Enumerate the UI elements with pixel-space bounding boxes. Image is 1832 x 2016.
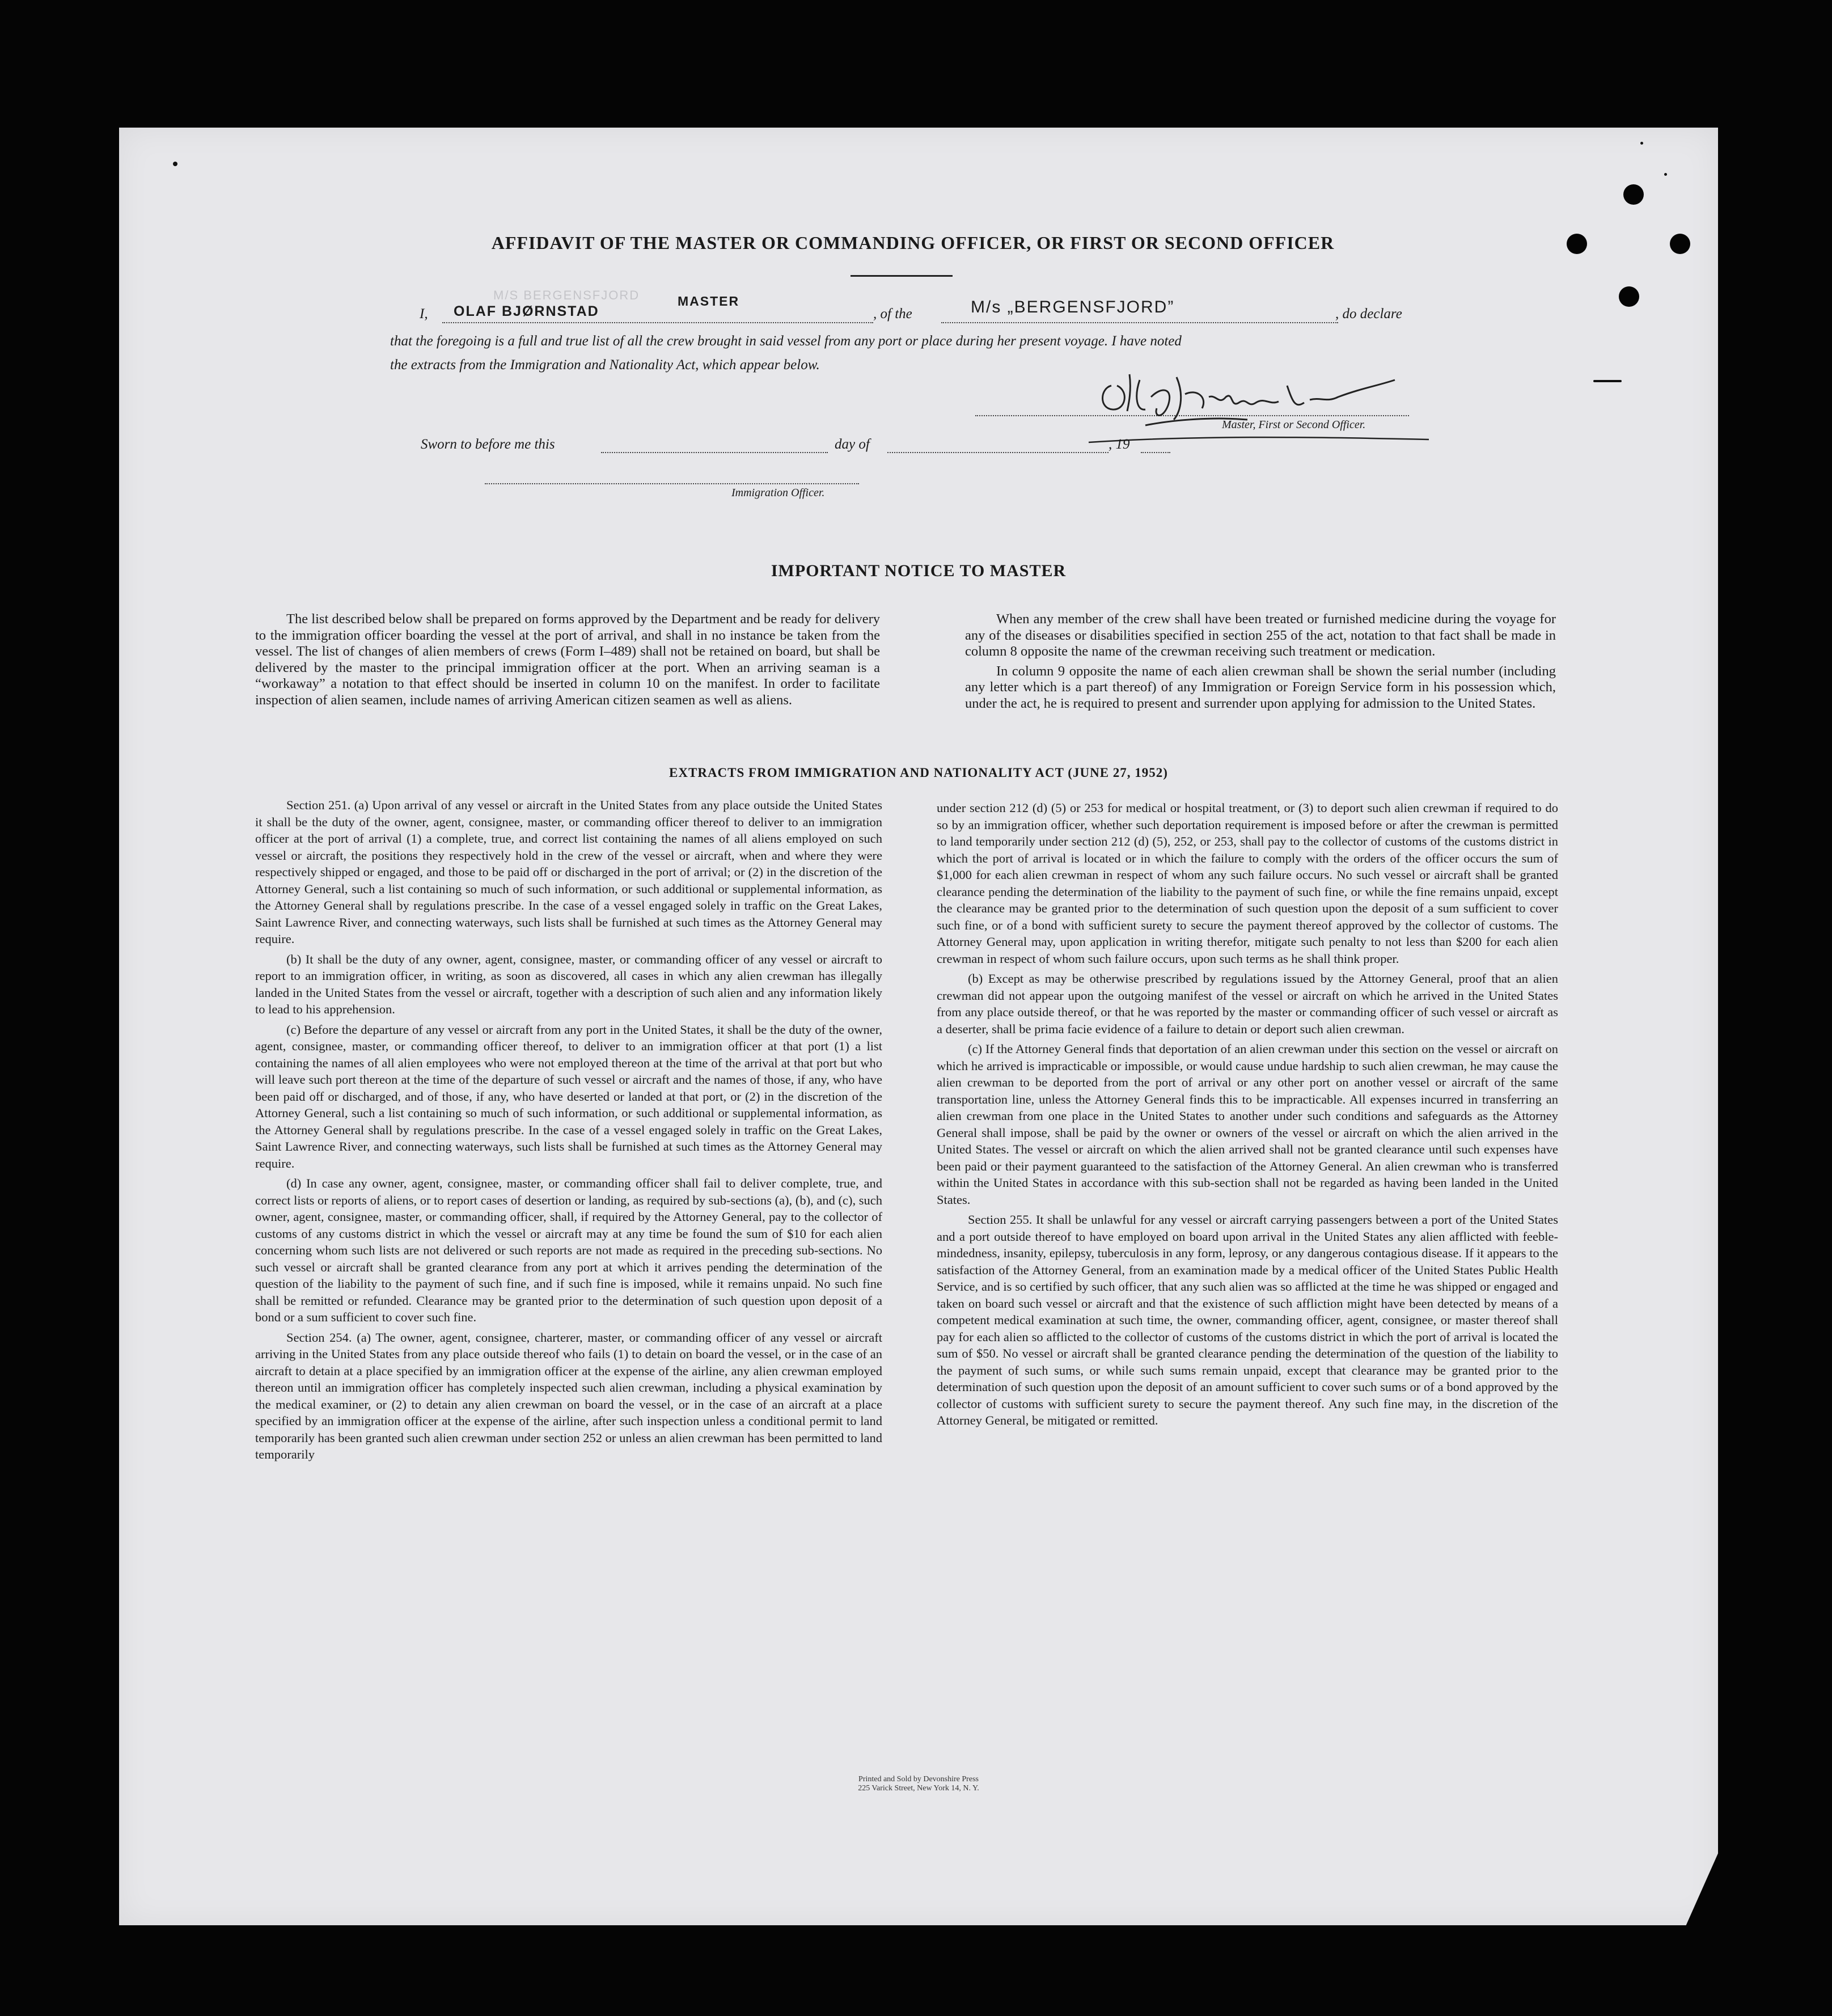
act-paragraph: under section 212 (d) (5) or 253 for medical or hospital treatment, or (3) to deport such alien crewman if required to do so by an immigration officer, whether such deportation requirement is imposed before or after the crewman is permitted to land temporarily under section 212 (d) (5), 252, or 253, shall pay to the collector of customs of the customs district in which the port of arrival is located or in which the failure to comply with the orders of the officer occurs the sum of $1,000 for each alien crewman in respect of whom any such failure occurs. No such vessel or aircraft shall be granted clearance pending the determination of the liability to the payment of such fine, or while the fine remains unpaid, except the clearance may be granted prior to the determination of such question upon the deposit of a sum sufficient to cover such fine, or of a bond with sufficient surety to secure the payment thereof approved by the collector of customs. The Attorney General may, upon application in writing therefor, mitigate such penalty to not less than $200 for each alien crewman in respect of whom such failure occurs, upon such terms as he shall think proper. — [937, 801, 1558, 966]
act-paragraph: (c) If the Attorney General finds that deportation of an alien crewman under this section on the vessel or aircraft on which he arrived is impracticable or impossible, or would cause undue hardship to such alien crewman, he may cause the alien crewman to be deported from the port of arrival or any other port on another vessel or aircraft of the same transportation line, unless the Attorney General finds this to be impracticable. All expenses incurred in transferring an alien crewman from one place in the United States to another under such conditions and safeguards as the Attorney General shall impose, shall be paid by the owner or owners of the vessel or aircraft on which the alien arrived in the United States. The vessel or aircraft on which the alien arrived shall not be granted clearance until such expenses have been paid or their payment guaranteed to the satisfaction of the Attorney General. An alien crewman who is transferred within the United States in accordance with this sub-section shall not be regarded as having been landed in the United States. — [937, 1042, 1558, 1207]
extracts-title: EXTRACTS FROM IMMIGRATION AND NATIONALITY ACT (JUNE 27, 1952) — [669, 766, 1168, 780]
declaration-line-3: the extracts from the Immigration and Nationality Act, which appear below. — [390, 357, 820, 373]
notice-paragraph: In column 9 opposite the name of each alien crewman shall be shown the serial number (including any letter which is a part thereof) of any Immigration or Foreign Service form in his possession which, under the act, he is required to present and surrender upon applying for admission to the United States. — [965, 663, 1556, 711]
signature — [1077, 363, 1440, 448]
extracts-right-column — [937, 800, 1558, 1432]
notice-left-column — [255, 611, 880, 712]
name-line — [442, 322, 873, 323]
notice-paragraph: The list described below shall be prepared on forms approved by the Department and be ready for delivery to the immigration officer boarding the vessel at the port of arrival, and shall in no instance be taken from the vessel. The list of changes of alien members of crews (Form I–489) shall not be retained on board, but shall be delivered by the master to the principal immigration officer at the port. When an arriving seaman is a “workaway” a notation to that effect should be inserted in column 10 on the manifest. In order to facilitate inspection of alien seamen, include names of arriving American citizen seamen as well as aliens. — [255, 611, 880, 708]
notice-paragraph: When any member of the crew shall have been treated or furnished medicine during the voyage for any of the diseases or disabilities specified in section 255 of the act, notation to that fact shall be made in column 8 opposite the name of the crewman receiving such treatment or medication. — [965, 611, 1556, 659]
immigration-officer-line — [485, 483, 859, 484]
affidavit-title: AFFIDAVIT OF THE MASTER OR COMMANDING OFFICER, OR FIRST OR SECOND OFFICER — [491, 233, 1335, 253]
do-declare-label: , do declare — [1335, 306, 1402, 322]
sworn-month-line — [887, 452, 1108, 453]
immigration-officer-caption: Immigration Officer. — [731, 487, 825, 499]
act-paragraph: Section 254. (a) The owner, agent, consignee, charterer, master, or commanding officer of any vessel or aircraft arriving in the United States from any place outside thereof who fails (1) to detain on board the vessel, or in the case of an aircraft to detain at a place specified by an immigration officer at the expense of the airline, any alien crewman employed thereon until an immigration officer has completely inspected such alien crewman, including a physical examination by the medical examiner, or (2) to detain any alien crewman on board the vessel, or in the case of an aircraft at a place specified by an immigration officer at the expense of the airline, after such inspection unless a conditional permit to land temporarily has been granted such alien crewman under section 252 or unless an alien crewman has been permitted to land temporarily — [255, 1330, 882, 1461]
act-paragraph: (b) It shall be the duty of any owner, agent, consignee, master, or commanding officer of any vessel or aircraft to report to an immigration officer, in writing, as soon as discovered, all cases in which any alien crewman has illegally landed in the United States from the vessel or aircraft, together with a description of such alien and any information likely to lead to his apprehension. — [255, 952, 882, 1016]
act-paragraph: (d) In case any owner, agent, consignee, master, or commanding officer shall fail to deliver complete, true, and correct lists or reports of aliens, or to report cases of desertion or landing, as required by sub-sections (a), (b), and (c), such owner, agent, consignee, master, or commanding officer, shall, if required by the Attorney General, pay to the collector of customs of any customs district in which the vessel or aircraft may at any time be found the sum of $10 for each alien concerning whom such lists are not delivered or such reports are not made as required in the preceding sub-sections. No such vessel or aircraft shall be granted clearance from any port at which it arrives pending the determination of the question of the liability to the payment of such fine, and if such fine is imposed, while it remains unpaid. No such fine shall be remitted or refunded. Clearance may be granted prior to the determination of such question upon deposit of a bond or a sum sufficient to cover such fine. — [255, 1176, 882, 1324]
sworn-label: Sworn to before me this — [421, 437, 555, 452]
printer-imprint — [794, 1775, 1043, 1793]
printer-line-1: Printed and Sold by Devonshire Press — [858, 1775, 979, 1783]
master-rank: MASTER — [678, 294, 740, 308]
extracts-left-column — [255, 797, 882, 1466]
declaration-prefix: I, — [420, 306, 428, 322]
title-divider — [851, 275, 953, 277]
notice-title: IMPORTANT NOTICE TO MASTER — [771, 561, 1067, 580]
act-paragraph: (c) Before the departure of any vessel or aircraft from any port in the United States, it shall be the duty of the owner, agent, consignee, master, or commanding officer thereof, to deliver to an immigration officer at that port (1) a list containing the names of all alien employees who were not employed thereon at the time of the arrival at that port but who will leave such port thereon at the time of the departure of such vessel or aircraft and the names of those, if any, who have been paid off or discharged, and of those, if any, who have deserted or landed at that port, or (2) in the discretion of the Attorney General, such a list containing so much of such information, or such additional or supplemental information, as the Attorney General shall by regulations prescribe. In the case of a vessel engaged solely in traffic on the Great Lakes, Saint Lawrence River, and connecting waterways, such lists shall be furnished at such times as the Attorney General may require. — [255, 1022, 882, 1170]
speck — [1640, 142, 1643, 145]
speck — [173, 162, 177, 166]
year-label: , 19 — [1108, 437, 1130, 452]
vessel-line — [941, 322, 1338, 323]
act-paragraph: Section 255. It shall be unlawful for any vessel or aircraft carrying passengers between a port of the United States and a port outside thereof to have employed on board upon arrival in the United States any alien afflicted with feeble-mindedness, insanity, epilepsy, tuberculosis in any form, leprosy, or any dangerous contagious disease. If it appears to the satisfaction of the Attorney General, from an examination made by a medical officer of the United States Public Health Service, and is so certified by such officer, that any such alien was so afflicted at the time he was shipped or engaged and taken on board such vessel or aircraft and that the existence of such affliction might have been detected by means of a competent medical examination at such time, the owner, commanding officer, agent, consignee, or master thereof shall pay for each alien so afflicted to the collector of customs of the customs district in which the port of arrival is located the sum of $50. No vessel or aircraft shall be granted clearance pending the determination of the question of the liability to the payment of such sums, or while such sums remain unpaid, except that clearance may be granted prior to the determination of such question upon the deposit of an amount sufficient to cover such sums or of a bond approved by the collector of customs with sufficient surety to secure the payment thereof. Any such fine may, in the discretion of the Attorney General, be mitigated or remitted. — [937, 1212, 1558, 1427]
speck — [1593, 380, 1622, 382]
day-of-label: day of — [835, 437, 870, 452]
declaration-line-2: that the foregoing is a full and true list of all the crew brought in said vessel from any port or place during her present voyage. I have noted — [390, 333, 1182, 349]
punch-hole — [1619, 286, 1639, 307]
act-paragraph: Section 251. (a) Upon arrival of any vessel or aircraft in the United States from any place outside the United States it shall be the duty of the owner, agent, consignee, master, or commanding officer thereof to deliver to an immigration officer at the port of arrival (1) a complete, true, and correct list containing the names of all aliens employed on such vessel or aircraft, the positions they respectively hold in the crew of the vessel or aircraft, when and where they were respectively shipped or engaged, and those to be paid off or discharged in the port of arrival; or (2) in the discretion of the Attorney General, such a list containing so much of such information, or such additional or supplemental information, as the Attorney General shall by regulations prescribe. In the case of a vessel engaged solely in traffic on the Great Lakes, Saint Lawrence River, and connecting waterways, such lists shall be furnished at such times as the Attorney General may require. — [255, 798, 882, 946]
of-the-label: , of the — [873, 306, 912, 322]
notice-right-column — [965, 611, 1556, 715]
speck — [1664, 173, 1667, 176]
printer-line-2: 225 Varick Street, New York 14, N. Y. — [858, 1784, 979, 1793]
ghost-stamp-text: M/S BERGENSFJORD — [493, 288, 640, 302]
signature-caption: Master, First or Second Officer. — [1222, 419, 1366, 431]
vessel-name: M/s „BERGENSFJORD” — [971, 298, 1175, 316]
sworn-day-line — [601, 452, 828, 453]
sworn-year-line — [1141, 452, 1170, 453]
act-paragraph: (b) Except as may be otherwise prescribed by regulations issued by the Attorney General, proof that an alien crewman did not appear upon the outgoing manifest of the vessel or aircraft on which he arrived in the United States from any place outside thereof, or that he was reported by the master or commanding officer of such vessel or aircraft as a deserter, shall be prima facie evidence of a failure to detain or deport such alien crewman. — [937, 971, 1558, 1036]
master-name: OLAF BJØRNSTAD — [454, 303, 599, 319]
punch-hole — [1623, 184, 1644, 205]
